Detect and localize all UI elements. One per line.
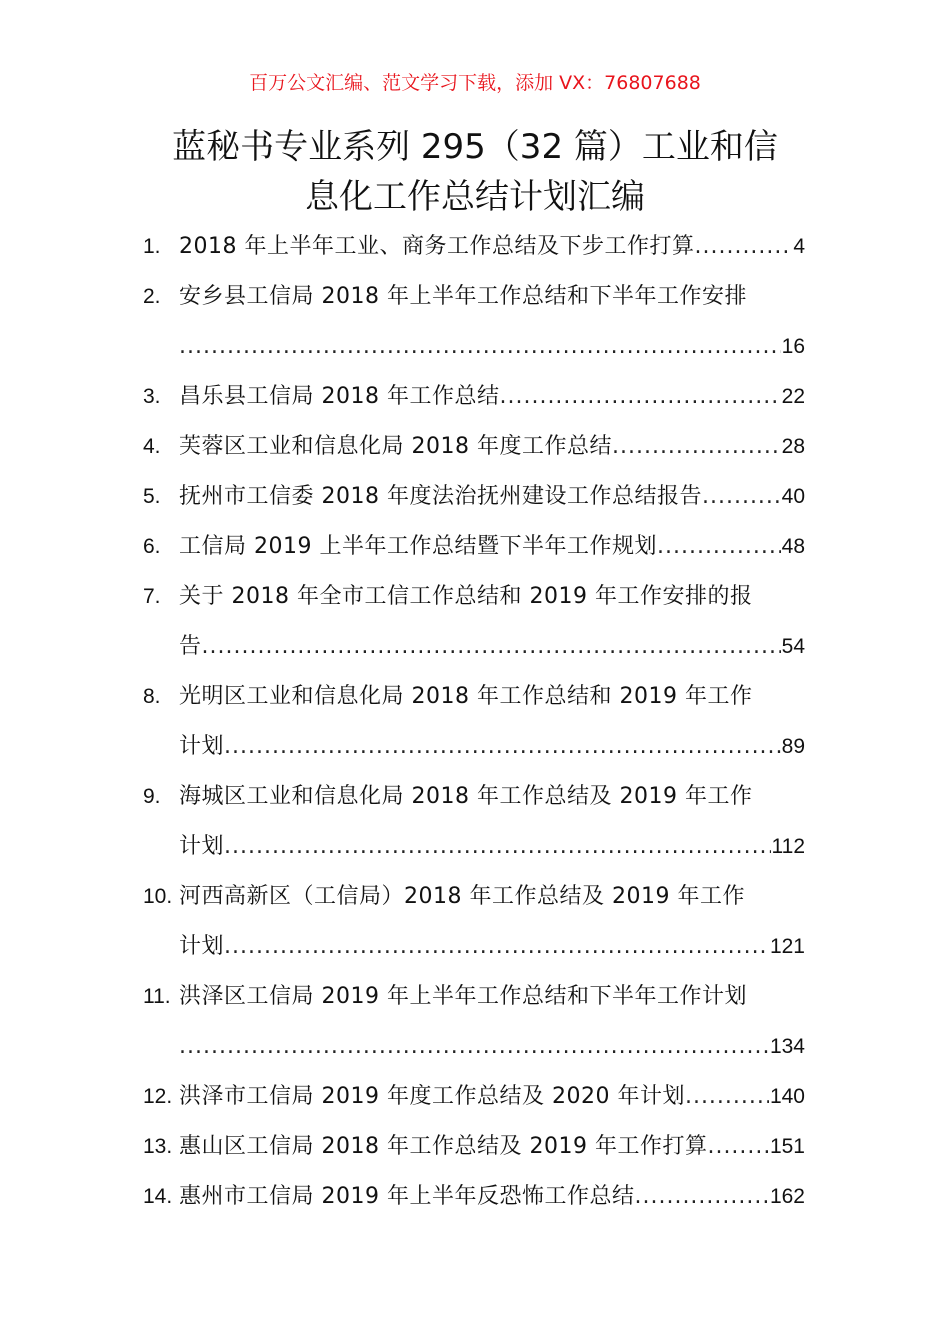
toc-title: 安乡县工信局 2018 年上半年工作总结和下半年工作安排 xyxy=(179,284,747,309)
toc-entry-continuation[interactable] xyxy=(143,922,805,972)
toc-page-number: 54 xyxy=(781,635,805,658)
dot-leader xyxy=(685,1072,769,1122)
toc-title: 河西高新区（工信局）2018 年工作总结及 2019 年工作 xyxy=(179,884,745,909)
dot-leader xyxy=(224,922,769,972)
toc-page-number: 162 xyxy=(769,1185,805,1208)
dot-leader xyxy=(179,322,781,372)
dot-leader xyxy=(224,822,771,872)
dot-leader xyxy=(694,222,792,272)
toc-entry[interactable] xyxy=(143,522,805,572)
toc-title: 芙蓉区工业和信息化局 2018 年度工作总结 xyxy=(179,434,612,459)
toc-number: 7. xyxy=(143,585,161,608)
toc-title: 关于 2018 年全市工信工作总结和 2019 年工作安排的报 xyxy=(179,584,753,609)
toc-entry-continuation[interactable] xyxy=(143,822,805,872)
toc-page-number: 4 xyxy=(793,235,805,258)
dot-leader xyxy=(224,722,781,772)
toc-entry[interactable] xyxy=(143,1122,805,1172)
toc-entry-continuation[interactable] xyxy=(143,722,805,772)
toc-title: 洪泽市工信局 2019 年度工作总结及 2020 年计划 xyxy=(179,1084,685,1109)
toc-number: 8. xyxy=(143,685,161,708)
toc-entry[interactable] xyxy=(143,272,805,322)
toc-number: 5. xyxy=(143,485,161,508)
toc-entry-continuation[interactable] xyxy=(143,622,805,672)
toc-number: 12. xyxy=(143,1085,173,1108)
toc-entry-continuation[interactable] xyxy=(143,322,805,372)
toc-entry[interactable] xyxy=(143,222,805,272)
toc-number: 2. xyxy=(143,285,161,308)
dot-leader xyxy=(612,422,781,472)
watermark-banner: 百万公文汇编、范文学习下载，添加 VX：76807688 xyxy=(249,72,701,94)
toc-title: 惠山区工信局 2018 年工作总结及 2019 年工作打算 xyxy=(179,1134,708,1159)
toc-number: 4. xyxy=(143,435,161,458)
toc-title: 洪泽区工信局 2019 年上半年工作总结和下半年工作计划 xyxy=(179,984,747,1009)
toc-title: 工信局 2019 上半年工作总结暨下半年工作规划 xyxy=(179,534,657,559)
dot-leader xyxy=(702,472,781,522)
toc-page-number: 40 xyxy=(781,485,805,508)
toc-entry[interactable] xyxy=(143,472,805,522)
toc-entry[interactable] xyxy=(143,572,805,622)
toc-title: 海城区工业和信息化局 2018 年工作总结及 2019 年工作 xyxy=(179,784,753,809)
dot-leader xyxy=(634,1172,768,1222)
title-line-1: 蓝秘书专业系列 295（32 篇）工业和信 xyxy=(172,127,778,167)
toc-page-number: 151 xyxy=(769,1135,805,1158)
toc-title: 抚州市工信委 2018 年度法治抚州建设工作总结报告 xyxy=(179,484,702,509)
toc-entry[interactable] xyxy=(143,772,805,822)
toc-title-continuation: 计划 xyxy=(179,934,225,959)
toc-page-number: 121 xyxy=(769,935,805,958)
toc-number: 14. xyxy=(143,1185,173,1208)
toc-number: 9. xyxy=(143,785,161,808)
toc-number: 11. xyxy=(143,985,171,1008)
toc-page-number: 22 xyxy=(781,385,805,408)
toc-page-number: 134 xyxy=(769,1035,805,1058)
dot-leader xyxy=(499,372,780,422)
toc-entry[interactable] xyxy=(143,1172,805,1222)
toc-number: 1. xyxy=(143,235,161,258)
document-title xyxy=(140,122,810,222)
dot-leader xyxy=(179,1022,769,1072)
toc-page-number: 28 xyxy=(781,435,805,458)
toc-title-continuation: 计划 xyxy=(179,734,225,759)
dot-leader xyxy=(657,522,781,572)
toc-number: 10. xyxy=(143,885,173,908)
dot-leader xyxy=(707,1122,769,1172)
toc-page-number: 48 xyxy=(781,535,805,558)
toc-title: 光明区工业和信息化局 2018 年工作总结和 2019 年工作 xyxy=(179,684,753,709)
table-of-contents xyxy=(143,222,805,1222)
toc-page-number: 140 xyxy=(769,1085,805,1108)
toc-title: 2018 年上半年工业、商务工作总结及下步工作打算 xyxy=(179,234,695,259)
title-line-2: 息化工作总结计划汇编 xyxy=(305,177,645,217)
toc-page-number: 112 xyxy=(771,835,805,858)
dot-leader xyxy=(202,622,781,672)
toc-title: 昌乐县工信局 2018 年工作总结 xyxy=(179,384,500,409)
toc-title-continuation: 计划 xyxy=(179,834,225,859)
toc-entry[interactable] xyxy=(143,1072,805,1122)
toc-entry[interactable] xyxy=(143,372,805,422)
toc-entry[interactable] xyxy=(143,972,805,1022)
toc-entry[interactable] xyxy=(143,672,805,722)
toc-page-number: 89 xyxy=(781,735,805,758)
toc-title: 惠州市工信局 2019 年上半年反恐怖工作总结 xyxy=(179,1184,635,1209)
toc-title-continuation: 告 xyxy=(179,634,202,659)
toc-page-number: 16 xyxy=(781,335,805,358)
toc-entry-continuation[interactable] xyxy=(143,1022,805,1072)
toc-entry[interactable] xyxy=(143,872,805,922)
toc-number: 3. xyxy=(143,385,161,408)
toc-entry[interactable] xyxy=(143,422,805,472)
toc-number: 13. xyxy=(143,1135,173,1158)
toc-number: 6. xyxy=(143,535,161,558)
